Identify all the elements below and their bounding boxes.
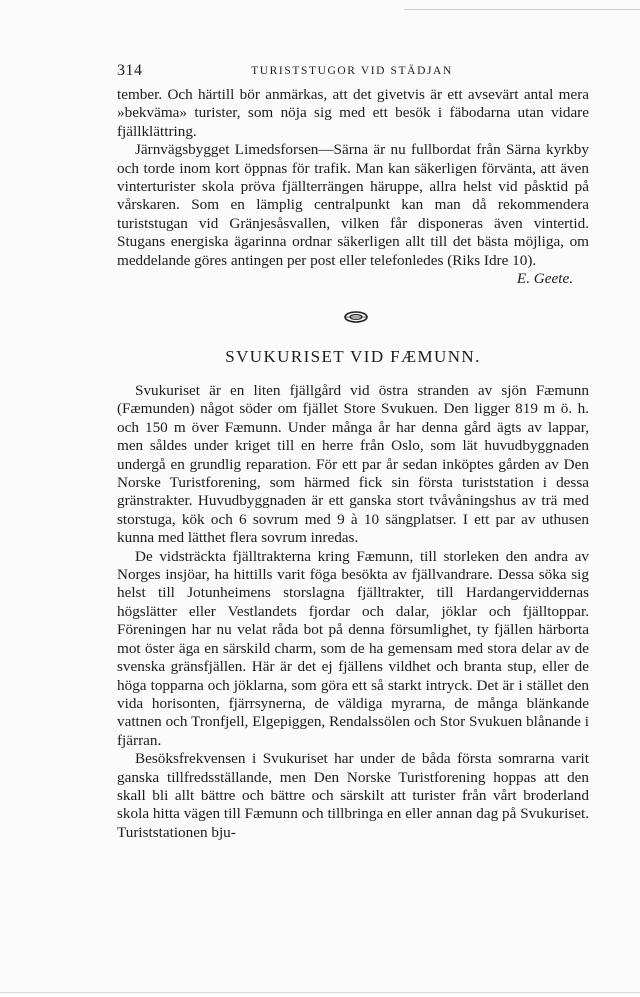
paragraph: Järnvägsbygget Limedsforsen—Särna är nu fullbordat från Särna kyrkby och torde inom kort öppnas för trafik. Man kan säkerligen förvänta, att även vinterturister skola pröva fjällterrängen häruppe, allra helst vid påsktid på vårskaren. Som en lämplig centralpunkt kan man då rekommendera turiststugan vid Gränjesåsvallen, vilken får disponeras även vintertid. Stugans energiska ägarinna ordnar säkerligen allt till det bästa möjliga, om meddelande göres antingen per post eller telefonledes (Riks Idre 10). bbox=[117, 141, 589, 269]
paragraph: De vidsträckta fjälltrakterna kring Fæmunn, till storleken den andra av Norges insjöar, ha hittills varit föga besökta av fjällvandrare. Dessa söka sig helst till Jotunheimens storslagna fjälltrakter, till Hardangerviddernas högslätter eller Vestlandets fjordar och dalar, jöklar och fjälltoppar. Föreningen har nu velat råda bot på denna försumlighet, ty fjällen härborta mot öster äga en särskild charm, som de ha gemensam med stora delar av de svenska gränsfjällen. Här är det ej fjällens vildhet och branta stup, eller de höga topparna och jöklarna, som göra ett så starkt intryck. Det är i stället den vida horisonten, fjärrsynerna, de väldiga myrarna, de många blänkande vattnen och Tronfjell, Elgepiggen, Rendalssölen och Stor Svukuen blånande i fjärran. bbox=[117, 547, 589, 749]
ornament-icon bbox=[343, 310, 369, 324]
page-header bbox=[117, 62, 587, 82]
paragraph: Svukuriset är en liten fjällgård vid östra stranden av sjön Fæmunn (Fæmunden) något söder om fjället Store Svukuen. Den ligger 819 m ö. h. och 150 m över Fæmunn. Under många år har denna gård ägts av lappar, men såldes under kriget till en herre från Oslo, som lät huvudbyggnaden undergå en grundlig reparation. För ett par år sedan inköptes gården av Den Norske Turistforening, som härmed fick sin första turiststation i dessa gränstrakter. Huvudbyggnaden är ett ganska stort tvåvåningshus av trä med storstuga, kök och 6 sovrum med 9 à 10 sängplatser. I ett par av uthusen kunna med lätthet flera sovrum inredas. bbox=[117, 382, 589, 547]
section-continued-text bbox=[117, 86, 589, 288]
bottom-edge-rule bbox=[0, 992, 640, 993]
running-title: TURISTSTUGOR VID STÄDJAN bbox=[251, 65, 453, 77]
section-body bbox=[117, 382, 589, 842]
page-number: 314 bbox=[117, 62, 143, 79]
paragraph: Besöksfrekvensen i Svukuriset har under de båda första somrarna varit ganska tillfredsställande, men Den Norske Turistforening hoppas att den skall bli allt bättre och bättre och särskilt att turister från vårt broderland skola hitta vägen till Fæmunn och tillbringa en eller annan dag på Svukuriset. Turiststationen bju- bbox=[117, 750, 589, 841]
paragraph: tember. Och härtill bör anmärkas, att det givetvis är ett avsevärt antal mera »bekväma» turister, som nöja sig med ett besök i fäbodarna utan vidare fjällklättring. bbox=[117, 86, 589, 140]
top-edge-rule bbox=[404, 9, 640, 10]
author-signature: E. Geete. bbox=[516, 270, 573, 288]
section-title: SVUKURISET VID FÆMUNN. bbox=[225, 347, 481, 366]
